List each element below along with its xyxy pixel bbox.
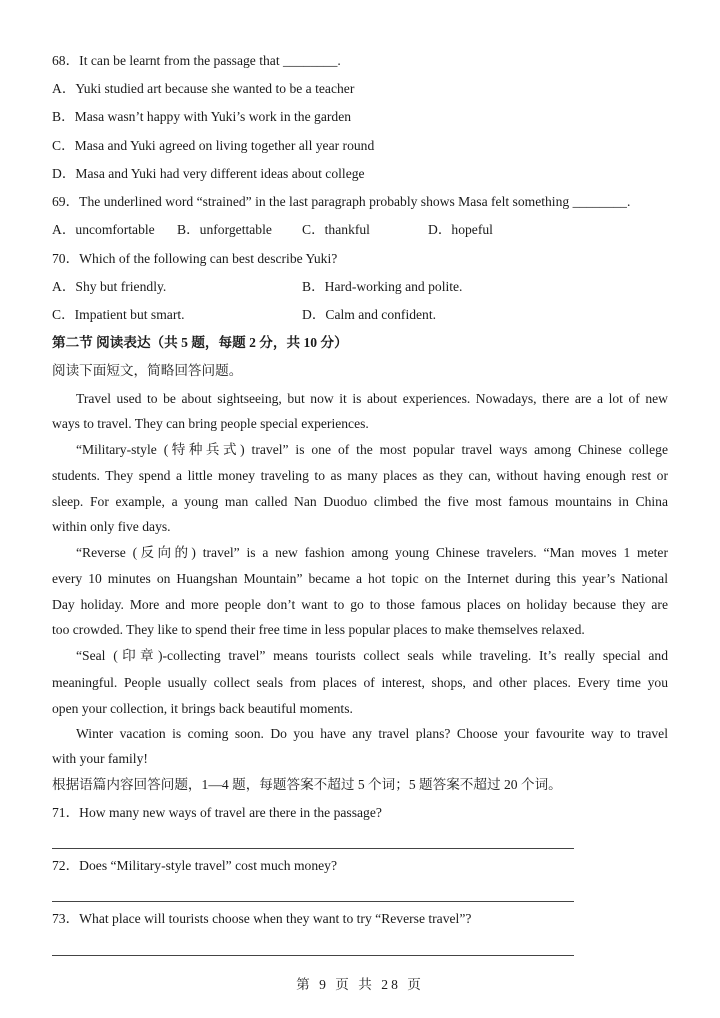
question-71: 71．How many new ways of travel are there in the passage? [52,805,382,820]
passage-line: “Seal (印章)-collecting travel” means tourists collect seals while traveling. It’s really special and [76,648,668,663]
question-69-stem: 69．The underlined word “strained” in the last paragraph probably shows Masa felt something ________. [52,194,631,209]
answer-line-72[interactable] [52,901,574,902]
passage-line: students. They spend a little money traveling to as many places as they can, without having enough rest or [52,468,668,483]
question-70-option-b: B．Hard-working and polite. [302,279,463,294]
passage-line: “Reverse (反向的) travel” is a new fashion among young Chinese travelers. “Man moves 1 meter [76,545,668,560]
question-69-option-b: B．unforgettable [177,222,272,237]
page-footer: 第 9 页 共 28 页 [296,977,424,992]
passage-line: meaningful. People usually collect seals from places of interest, shops, and other places. Every time you [52,675,668,690]
passage-line: sleep. For example, a young man called Nan Duoduo climbed the five most famous mountains in China [52,494,668,509]
answer-instruction: 根据语篇内容回答问题，1—4 题，每题答案不超过 5 个词；5 题答案不超过 20 个词。 [52,777,562,792]
question-69-option-a: A．uncomfortable [52,222,155,237]
question-73: 73．What place will tourists choose when they want to try “Reverse travel”? [52,911,472,926]
answer-line-71[interactable] [52,848,574,849]
question-72: 72．Does “Military-style travel” cost much money? [52,858,338,873]
question-68-stem: 68．It can be learnt from the passage that ________. [52,53,341,68]
question-68-option-d: D．Masa and Yuki had very different ideas about college [52,166,365,181]
passage-line: within only five days. [52,519,171,534]
passage-line: Travel used to be about sightseeing, but now it is about experiences. Nowadays, there are a lot of new [76,391,668,406]
question-70-option-c: C．Impatient but smart. [52,307,185,322]
question-68-option-a: A．Yuki studied art because she wanted to be a teacher [52,81,355,96]
question-70-stem: 70．Which of the following can best describe Yuki? [52,251,338,266]
passage-line: Winter vacation is coming soon. Do you have any travel plans? Choose your favourite way to travel [76,726,668,741]
passage-line: open your collection, it brings back beautiful moments. [52,701,353,716]
question-70-option-a: A．Shy but friendly. [52,279,167,294]
passage-line: ways to travel. They can bring people special experiences. [52,416,369,431]
question-70-option-d: D．Calm and confident. [302,307,437,322]
passage-line: too crowded. They like to spend their free time in less popular places to make themselves relaxed. [52,622,585,637]
question-69-option-d: D．hopeful [428,222,493,237]
passage-line: with your family! [52,751,148,766]
question-68-option-c: C．Masa and Yuki agreed on living together all year round [52,138,375,153]
answer-line-73[interactable] [52,955,574,956]
section-heading: 第二节 阅读表达（共 5 题，每题 2 分，共 10 分） [52,335,348,350]
section-instruction: 阅读下面短文，简略回答问题。 [52,363,243,378]
question-69-option-c: C．thankful [302,222,370,237]
question-68-option-b: B．Masa wasn’t happy with Yuki’s work in the garden [52,109,352,124]
passage-line: every 10 minutes on Huangshan Mountain” became a hot topic on the Internet during this year’s National [52,571,668,586]
passage-line: Day holiday. More and more people don’t want to go to those famous places on holiday because they are [52,597,668,612]
passage-line: “Military-style (特种兵式) travel” is one of the most popular travel ways among Chinese college [76,442,668,457]
